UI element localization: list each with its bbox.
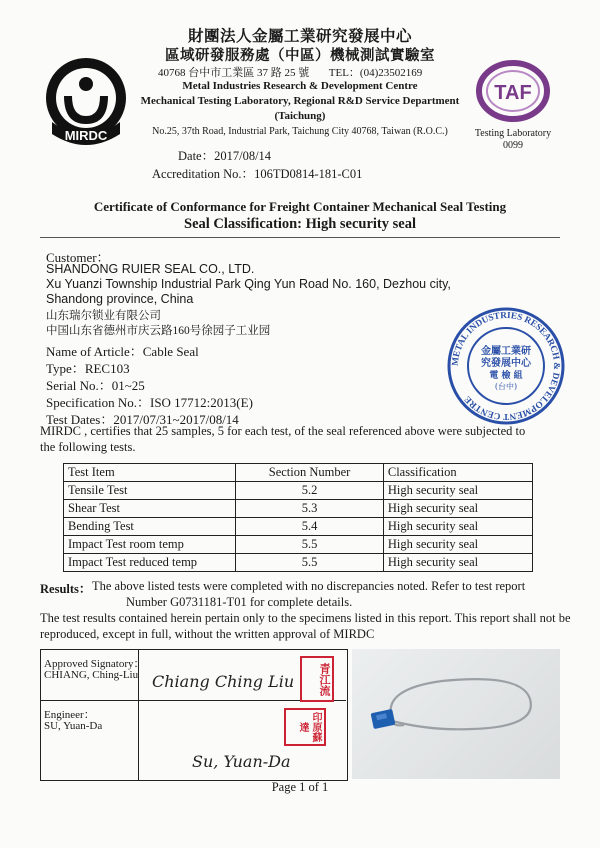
classification: High security seal: [383, 518, 532, 536]
tests-table: [63, 463, 533, 572]
engineer-signature: Su, Yuan-Da: [192, 752, 291, 771]
title-divider: [40, 237, 560, 238]
taf-logo-text: TAF: [494, 82, 532, 104]
customer-address-zh: 中国山东省德州市庆云路160号徐园子工业园: [46, 325, 271, 337]
engineer-seal: 印原蘇達: [284, 708, 326, 746]
customer-address-1: Xu Yuanzi Township Industrial Park Qing Yun Road No. 160, Dezhou city,: [46, 277, 451, 291]
serial-label: Serial No.：: [46, 378, 112, 393]
section-number: 5.5: [236, 536, 384, 554]
header-test-item: Test Item: [64, 464, 236, 482]
test-item: Impact Test reduced temp: [64, 554, 236, 572]
test-item: Shear Test: [64, 500, 236, 518]
cable-seal-image: [352, 649, 560, 779]
accreditation-line: [152, 164, 362, 182]
approved-signatory-label: Approved Signatory：: [44, 658, 145, 670]
date-label: Date：: [178, 149, 215, 163]
page-number: Page 1 of 1: [271, 780, 329, 794]
test-dates-value: 2017/07/31~2017/08/14: [113, 412, 239, 427]
disclaimer-line-1: The test results contained herein pertain only to the specimens listed in this report. This report shall not be: [40, 611, 571, 625]
lab-name-zh: 區域研發服務處（中區）機械測試實驗室: [165, 48, 435, 64]
customer-label: Customer：: [46, 250, 110, 265]
tel-zh: TEL：(04)23502169: [328, 67, 423, 79]
seal-photo: [352, 649, 560, 779]
spec-label: Specification No.：: [46, 395, 150, 410]
table-row: [64, 482, 533, 500]
engineer-name: SU, Yuan-Da: [44, 720, 103, 732]
header-classification: Classification: [383, 464, 532, 482]
classification: High security seal: [383, 482, 532, 500]
table-row: [64, 518, 533, 536]
certificate-title: Certificate of Conformance for Freight Container Mechanical Seal Testing: [93, 199, 507, 214]
approved-signatory-name: CHIANG, Ching-Liu: [44, 669, 139, 681]
mirdc-logo-text: MIRDC: [64, 128, 108, 143]
type-value: REC103: [84, 361, 130, 376]
testing-lab-number: 0099: [503, 140, 523, 151]
customer-name: SHANDONG RUIER SEAL CO., LTD.: [46, 262, 255, 276]
serial-value: 01~25: [111, 378, 145, 393]
address-en: No.25, 37th Road, Industrial Park, Taichung City 40768, Taiwan (R.O.C.): [152, 126, 448, 137]
header-section-number: Section Number: [236, 464, 384, 482]
seal-classification: Seal Classification: High security seal: [184, 216, 416, 232]
date-line: [178, 146, 271, 164]
section-number: 5.5: [236, 554, 384, 572]
lab-name-en: Mechanical Testing Laboratory, Regional R&D Service Department: [140, 95, 460, 107]
lab-location-en: (Taichung): [274, 110, 326, 122]
approved-signature: Chiang Ching Liu: [152, 672, 295, 691]
results-line-1: The above listed tests were completed with no discrepancies noted. Refer to test report: [92, 579, 526, 593]
classification: High security seal: [383, 554, 532, 572]
customer-address-2: Shandong province, China: [46, 292, 194, 306]
disclaimer-line-2: reproduced, except in full, without the written approval of MIRDC: [40, 627, 375, 641]
intro-line-1: MIRDC , certifies that 25 samples, 5 for each test, of the seal referenced above were subjected to: [40, 424, 526, 438]
test-item: Impact Test room temp: [64, 536, 236, 554]
table-row: [64, 554, 533, 572]
address-zh-text: 40768 台中市工業區 37 路 25 號: [158, 67, 310, 79]
intro-line-2: the following tests.: [40, 440, 136, 454]
engineer-label: Engineer：: [44, 709, 95, 721]
accreditation-label: Accreditation No.：: [152, 167, 255, 181]
address-zh: [158, 64, 438, 80]
spec-value: ISO 17712:2013(E): [149, 395, 253, 410]
stamp-inner-zh-1: 金屬工業研: [481, 346, 531, 357]
org-name-zh: 財團法人金屬工業研究發展中心: [187, 28, 412, 45]
accreditation-value: 106TD0814-181-C01: [254, 167, 363, 181]
results-line-2: Number G0731181-T01 for complete details.: [126, 595, 353, 609]
stamp-outer-text: METAL INDUSTRIES RESEARCH & DEVELOPMENT CENTRE: [449, 309, 563, 423]
article-name-label: Name of Article：: [46, 344, 143, 359]
approved-seal: 青江流: [300, 656, 334, 702]
stamp-inner-zh-2: 究發展中心: [481, 358, 531, 369]
type-label: Type：: [46, 361, 85, 376]
customer-name-zh: 山东瑞尔锁业有限公司: [46, 310, 161, 322]
table-row: [64, 500, 533, 518]
test-item: Tensile Test: [64, 482, 236, 500]
article-name-value: Cable Seal: [142, 344, 199, 359]
section-number: 5.4: [236, 518, 384, 536]
results-label: Results：: [40, 582, 92, 596]
section-number: 5.3: [236, 500, 384, 518]
classification: High security seal: [383, 500, 532, 518]
table-row: [64, 536, 533, 554]
date-value: 2017/08/14: [214, 149, 272, 163]
test-dates-label: Test Dates：: [46, 412, 114, 427]
classification: High security seal: [383, 536, 532, 554]
stamp-inner-zh-4: (台中): [494, 382, 518, 391]
section-number: 5.2: [236, 482, 384, 500]
official-stamp: [446, 306, 566, 426]
org-name-en: Metal Industries Research & Development Centre: [182, 80, 418, 92]
stamp-inner-zh-3: 電 檢 組: [489, 371, 523, 381]
testing-lab-label: Testing Laboratory: [474, 128, 552, 139]
table-header-row: [64, 464, 533, 482]
test-item: Bending Test: [64, 518, 236, 536]
